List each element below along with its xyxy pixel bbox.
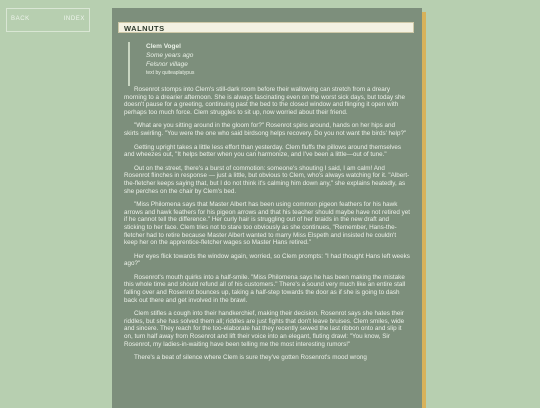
nav-box (6, 8, 90, 32)
panel-shadow (422, 12, 426, 408)
story-header (128, 42, 328, 86)
story-title-bar (118, 22, 414, 33)
back-link[interactable]: BACK (11, 16, 30, 22)
story-paragraph: Out on the street, there's a burst of commotion: someone's shouting I said, I am calm! And Rosenrot flinches in response — just a little, but obvious to Clem, who's always watching for it. "Albert-the-fletcher keeps saying that, but I do not think it's calming him down any," she explains heatedly, as she perches on the chair by Clem's bed. (124, 164, 410, 195)
story-paragraph: Rosenrot's mouth quirks into a half-smile. "Miss Philomena says he has been making the mistake this whole time and should refund all of his customers." There's a sound very much like an entire stall falling over and Rosenrot bounces up, taking a half-step towards the door as if she is going to dash back out there and get involved in the brawl. (124, 273, 406, 304)
story-paragraph: Getting upright takes a little less effort than yesterday. Clem fluffs the pillows around themselves and wheezes out, "It helps better when you can harmonize, and I've been a little—out of tune." (124, 143, 402, 159)
story-time: Some years ago (146, 52, 194, 59)
story-paragraph: Rosenrot stomps into Clem's still-dark room before their wallowing can stretch from a dreary morning to a drearier afternoon. She is always fascinating even on the worst sick days, but today she doesn't pause for a greeting, continuing past the bed to the closed window and flinging it open with perhaps too much force. Clem struggles to sit up, now worried about their friend. (124, 86, 406, 116)
story-paragraph: "Miss Philomena says that Master Albert has been using common pigeon feathers for his hawk arrows and hawk feathers for his pigeon arrows and that his teacher should maybe have not retired yet if he cannot tell the difference." Her curly hair is struggling out of her braids in the new draft and sticking to her face. Clem tries not to stare too obviously as she continues, "Remember, Hans-the-fletcher had to retire because Master Albert wanted to marry Miss Elspeth and insisted he couldn't keep her on the apprentice-fletcher wages so Master Hans retired." (124, 201, 410, 247)
story-paragraph: "What are you sitting around in the gloom for?" Rosenrot spins around, hands on her hips and skirts swirling. "You were the one who said birdsong helps recovery. Do you not want the birds' help?" (124, 122, 407, 137)
author-name: Clem Vogel (146, 43, 181, 50)
story-title: WALNUTS (124, 24, 165, 33)
story-byline: text by quiteaplatypus (146, 70, 195, 76)
story-place: Felsnor village (146, 61, 188, 68)
story-body (124, 86, 410, 368)
story-paragraph: Clem stifles a cough into their handkerchief, making their decision. Rosenrot says she hates their riddles, but she has solved them all; riddles are just fights that don't leave bruises. Clem smiles, wide and sincere. They reach for the too-elaborate hat they recently sewed the last ribbon onto and slip it on, turn half away from Rosenrot and lift their voice into an elegant, fluting drawl: "You know, Sir Rosenrot, my ladies-in-waiting have been telling me the most interesting rumors!" (124, 310, 405, 348)
story-paragraph: Her eyes flick towards the window again, worried, so Clem prompts: "I had thought Hans left weeks ago?" (124, 252, 410, 268)
index-link[interactable]: INDEX (63, 16, 85, 22)
story-paragraph: There's a beat of silence where Clem is sure they've gotten Rosenrot's mood wrong (134, 354, 367, 362)
story-panel (112, 8, 422, 408)
